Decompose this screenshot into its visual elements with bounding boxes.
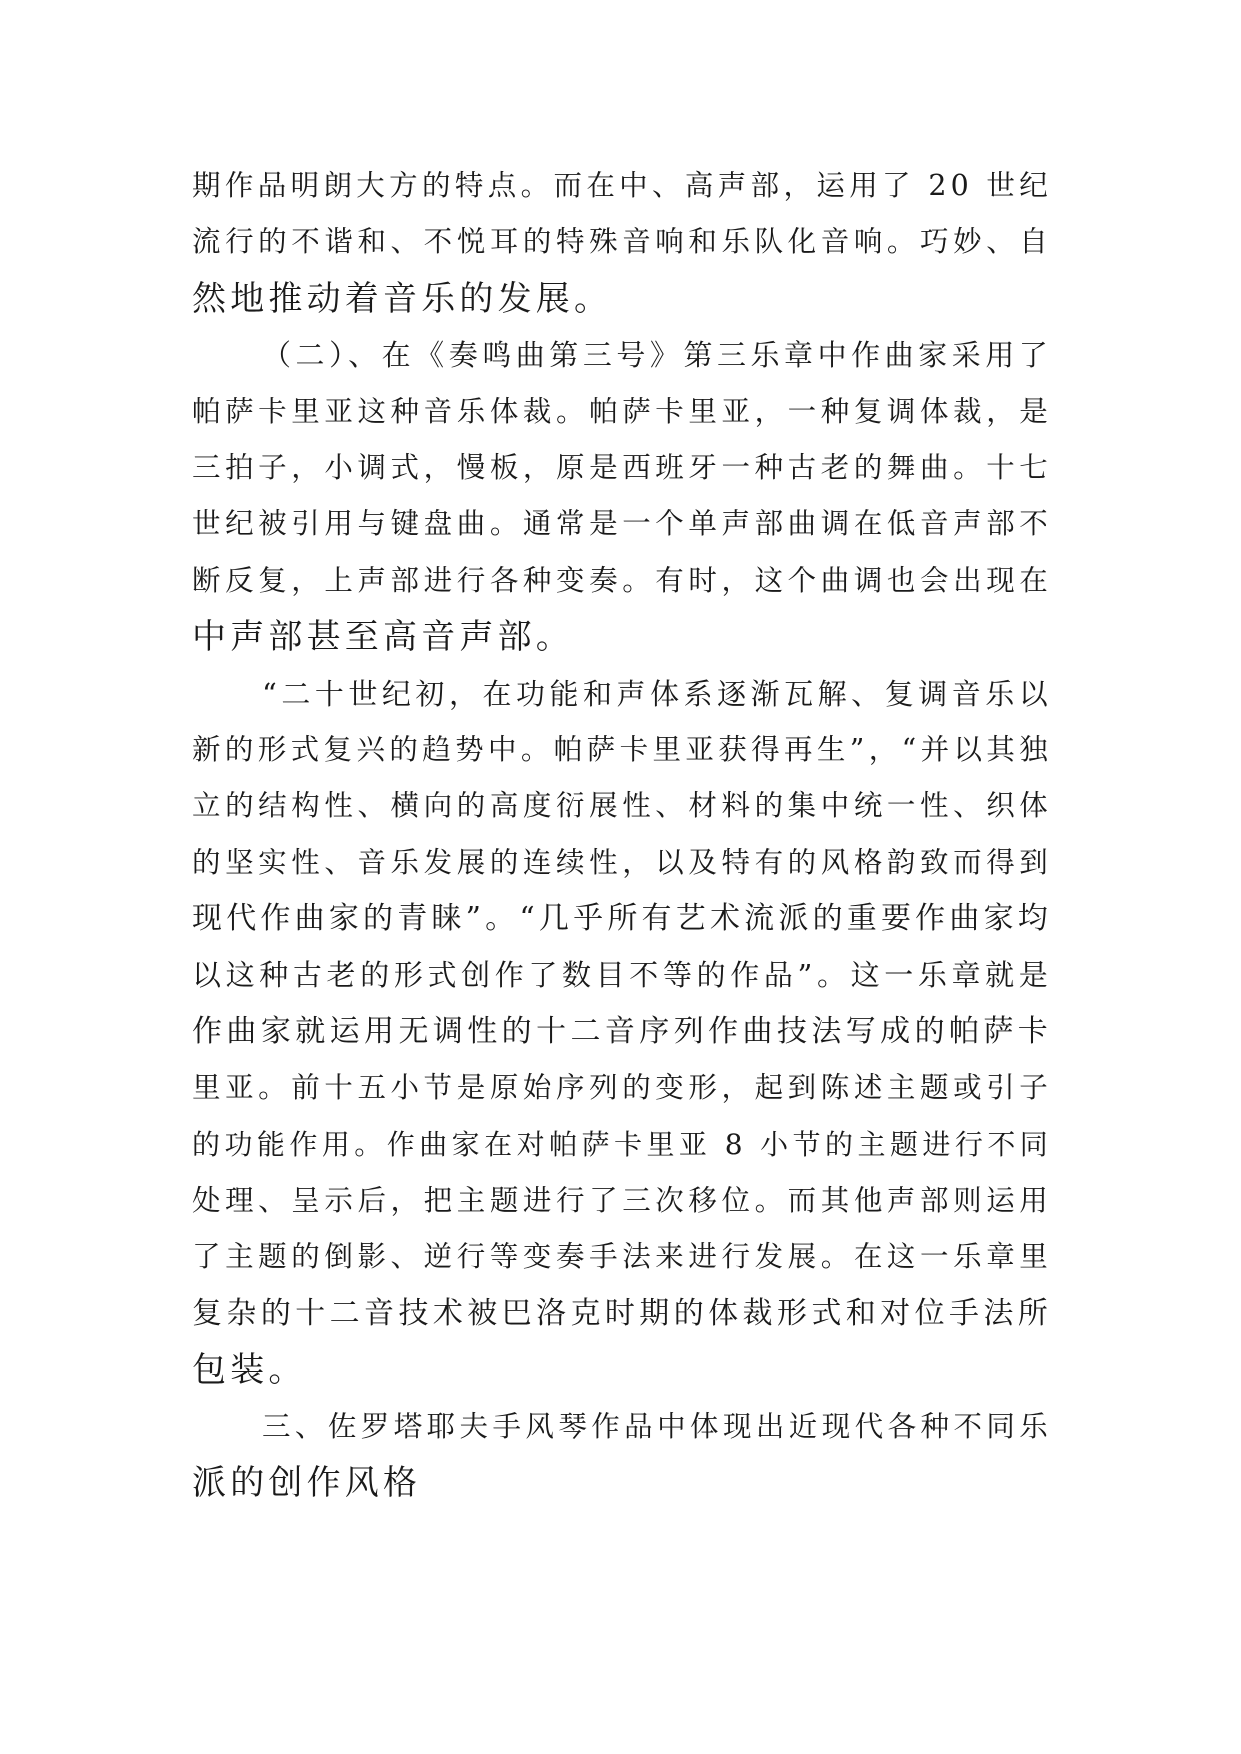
text-line: 三、佐罗塔耶夫手风琴作品中体现出近现代各种不同乐 [262,1409,1052,1443]
text-line: （二）、在《奏鸣曲第三号》第三乐章中作曲家采用了 [262,338,1052,373]
text-line: 处理、呈示后，把主题进行了三次移位。而其他声部则运用 [192,1184,1052,1218]
text-line: 流行的不谐和、不悦耳的特殊音响和乐队化音响。巧妙、自 [192,225,1052,259]
text-line: 然地推动着音乐的发展。 [192,278,613,319]
text-line: 三拍子，小调式，慢板，原是西班牙一种古老的舞曲。十七 [192,450,1052,484]
text-line: 世纪被引用与键盘曲。通常是一个单声部曲调在低音声部不 [192,507,1052,541]
text-line: 中声部甚至高音声部。 [192,617,574,658]
text-line: 了主题的倒影、逆行等变奏手法来进行发展。在这一乐章里 [192,1240,1052,1274]
text-line: 以这种古老的形式创作了数目不等的作品”。这一乐章就是 [192,958,1052,993]
text-line: 立的结构性、横向的高度衍展性、材料的集中统一性、织体 [192,789,1052,823]
text-line: 的坚实性、音乐发展的连续性，以及特有的风格韵致而得到 [192,845,1052,879]
text-line: 帕萨卡里亚这种音乐体裁。帕萨卡里亚，一种复调体裁，是 [192,394,1052,428]
text-line: 断反复，上声部进行各种变奏。有时，这个曲调也会出现在 [192,563,1052,597]
text-line: “二十世纪初，在功能和声体系逐渐瓦解、复调音乐以 [262,676,1052,711]
text-line: 复杂的十二音技术被巴洛克时期的体裁形式和对位手法所 [192,1295,1052,1331]
body-text [192,158,1052,1511]
text-line: 派的创作风格 [192,1462,422,1503]
text-line: 包装。 [192,1350,307,1391]
text-line: 的功能作用。作曲家在对帕萨卡里亚 8 小节的主题进行不同 [192,1127,1052,1161]
text-line: 新的形式复兴的趋势中。帕萨卡里亚获得再生”，“并以其独 [192,732,1052,766]
text-line: 作曲家就运用无调性的十二音序列作曲技法写成的帕萨卡 [192,1013,1052,1049]
text-line: 现代作曲家的青睐”。“几乎所有艺术流派的重要作曲家均 [192,901,1052,937]
text-line: 里亚。前十五小节是原始序列的变形，起到陈述主题或引子 [192,1071,1052,1105]
text-line: 期作品明朗大方的特点。而在中、高声部，运用了 20 世纪 [192,169,1052,202]
